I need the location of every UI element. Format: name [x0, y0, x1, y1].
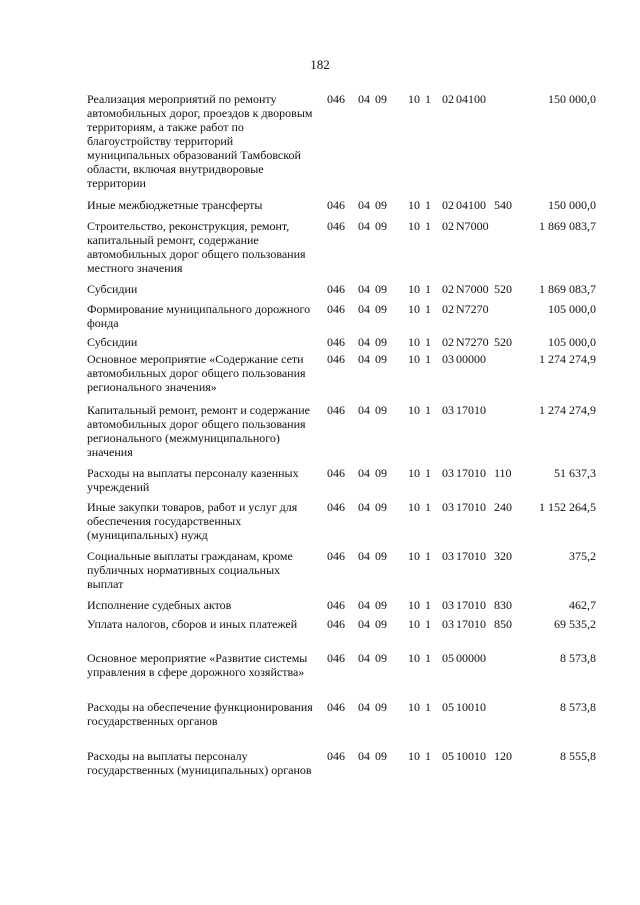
- subsection-code: 09: [375, 700, 387, 714]
- section-code: 04: [358, 282, 370, 296]
- direction-code: 10010: [456, 700, 486, 714]
- direction-code: 17010: [456, 500, 486, 514]
- subprogram-code: 1: [425, 335, 431, 349]
- subprogram-code: 1: [425, 598, 431, 612]
- event-code: 02: [442, 282, 454, 296]
- row-name: Расходы на обеспечение функционирования государственных органов: [87, 700, 313, 728]
- amount: 51 637,3: [554, 466, 596, 480]
- section-code: 04: [358, 549, 370, 563]
- amount: 8 573,8: [560, 700, 596, 714]
- amount: 105 000,0: [548, 302, 596, 316]
- event-code: 05: [442, 749, 454, 763]
- event-code: 03: [442, 466, 454, 480]
- row-name: Капитальный ремонт, ремонт и содержание автомобильных дорог общего пользования регионального (межмуниципального) значения: [87, 403, 310, 459]
- section-code: 04: [358, 219, 370, 233]
- expense-type-code: 830: [494, 598, 512, 612]
- event-code: 03: [442, 617, 454, 631]
- event-code: 02: [442, 219, 454, 233]
- page-number: 182: [310, 57, 330, 72]
- expense-type-code: 850: [494, 617, 512, 631]
- program-code: 10: [408, 651, 420, 665]
- subprogram-code: 1: [425, 282, 431, 296]
- subsection-code: 09: [375, 302, 387, 316]
- ministry-code: 046: [327, 749, 345, 763]
- direction-code: 04100: [456, 198, 486, 212]
- expense-type-code: 520: [494, 335, 512, 349]
- section-code: 04: [358, 617, 370, 631]
- subprogram-code: 1: [425, 403, 431, 417]
- section-code: 04: [358, 651, 370, 665]
- subsection-code: 09: [375, 617, 387, 631]
- amount: 1 274 274,9: [539, 403, 596, 417]
- event-code: 02: [442, 92, 454, 106]
- section-code: 04: [358, 198, 370, 212]
- direction-code: 17010: [456, 466, 486, 480]
- direction-code: 00000: [456, 352, 486, 366]
- direction-code: N7000: [456, 219, 489, 233]
- section-code: 04: [358, 466, 370, 480]
- subsection-code: 09: [375, 403, 387, 417]
- direction-code: 10010: [456, 749, 486, 763]
- ministry-code: 046: [327, 700, 345, 714]
- event-code: 05: [442, 700, 454, 714]
- program-code: 10: [408, 335, 420, 349]
- subprogram-code: 1: [425, 700, 431, 714]
- subsection-code: 09: [375, 335, 387, 349]
- row-name: Основное мероприятие «Содержание сети автомобильных дорог общего пользования регионального значения»: [87, 352, 306, 394]
- row-name: Расходы на выплаты персоналу государственных (муниципальных) органов: [87, 749, 312, 777]
- program-code: 10: [408, 92, 420, 106]
- direction-code: 17010: [456, 403, 486, 417]
- ministry-code: 046: [327, 302, 345, 316]
- ministry-code: 046: [327, 335, 345, 349]
- expense-type-code: 520: [494, 282, 512, 296]
- subsection-code: 09: [375, 219, 387, 233]
- amount: 105 000,0: [548, 335, 596, 349]
- row-name: Субсидии: [87, 282, 138, 296]
- direction-code: N7270: [456, 335, 489, 349]
- ministry-code: 046: [327, 219, 345, 233]
- ministry-code: 046: [327, 198, 345, 212]
- subsection-code: 09: [375, 549, 387, 563]
- amount: 69 535,2: [554, 617, 596, 631]
- expense-type-code: 120: [494, 749, 512, 763]
- subsection-code: 09: [375, 198, 387, 212]
- row-name: Иные межбюджетные трансферты: [87, 198, 263, 212]
- event-code: 03: [442, 352, 454, 366]
- subprogram-code: 1: [425, 617, 431, 631]
- amount: 1 152 264,5: [539, 500, 596, 514]
- subprogram-code: 1: [425, 749, 431, 763]
- subprogram-code: 1: [425, 500, 431, 514]
- event-code: 03: [442, 549, 454, 563]
- event-code: 02: [442, 198, 454, 212]
- subsection-code: 09: [375, 92, 387, 106]
- expense-type-code: 110: [494, 466, 512, 480]
- program-code: 10: [408, 700, 420, 714]
- section-code: 04: [358, 92, 370, 106]
- subsection-code: 09: [375, 651, 387, 665]
- amount: 8 555,8: [560, 749, 596, 763]
- event-code: 05: [442, 651, 454, 665]
- expense-type-code: 320: [494, 549, 512, 563]
- subprogram-code: 1: [425, 219, 431, 233]
- subsection-code: 09: [375, 282, 387, 296]
- amount: 150 000,0: [548, 198, 596, 212]
- event-code: 03: [442, 403, 454, 417]
- direction-code: N7270: [456, 302, 489, 316]
- ministry-code: 046: [327, 403, 345, 417]
- subsection-code: 09: [375, 466, 387, 480]
- program-code: 10: [408, 549, 420, 563]
- ministry-code: 046: [327, 282, 345, 296]
- subprogram-code: 1: [425, 651, 431, 665]
- direction-code: N7000: [456, 282, 489, 296]
- expense-type-code: 240: [494, 500, 512, 514]
- ministry-code: 046: [327, 92, 345, 106]
- row-name: Субсидии: [87, 335, 138, 349]
- row-name: Уплата налогов, сборов и иных платежей: [87, 617, 298, 631]
- direction-code: 17010: [456, 549, 486, 563]
- expense-type-code: 540: [494, 198, 512, 212]
- row-name: Строительство, реконструкция, ремонт, капитальный ремонт, содержание автомобильных дорог общего пользования местного значения: [87, 219, 306, 275]
- row-name: Иные закупки товаров, работ и услуг для обеспечения государственных (муниципальных) нужд: [87, 500, 298, 542]
- ministry-code: 046: [327, 500, 345, 514]
- program-code: 10: [408, 466, 420, 480]
- section-code: 04: [358, 598, 370, 612]
- amount: 1 869 083,7: [539, 219, 596, 233]
- subsection-code: 09: [375, 598, 387, 612]
- event-code: 03: [442, 500, 454, 514]
- program-code: 10: [408, 352, 420, 366]
- subprogram-code: 1: [425, 198, 431, 212]
- ministry-code: 046: [327, 617, 345, 631]
- row-name: Исполнение судебных актов: [87, 598, 232, 612]
- event-code: 02: [442, 302, 454, 316]
- program-code: 10: [408, 282, 420, 296]
- ministry-code: 046: [327, 549, 345, 563]
- program-code: 10: [408, 500, 420, 514]
- program-code: 10: [408, 219, 420, 233]
- row-name: Формирование муниципального дорожного фонда: [87, 302, 311, 330]
- row-name: Социальные выплаты гражданам, кроме публичных нормативных социальных выплат: [87, 549, 293, 591]
- row-name: Реализация мероприятий по ремонту автомобильных дорог, проездов к дворовым территориям, а также работ по благоустройству территорий муниципальных образований Тамбовской области, включая внутридворовые территории: [87, 92, 313, 190]
- direction-code: 17010: [456, 598, 486, 612]
- amount: 1 274 274,9: [539, 352, 596, 366]
- direction-code: 00000: [456, 651, 486, 665]
- ministry-code: 046: [327, 598, 345, 612]
- direction-code: 04100: [456, 92, 486, 106]
- row-name: Расходы на выплаты персоналу казенных учреждений: [87, 466, 299, 494]
- amount: 1 869 083,7: [539, 282, 596, 296]
- direction-code: 17010: [456, 617, 486, 631]
- subprogram-code: 1: [425, 549, 431, 563]
- ministry-code: 046: [327, 352, 345, 366]
- subprogram-code: 1: [425, 302, 431, 316]
- program-code: 10: [408, 403, 420, 417]
- subsection-code: 09: [375, 500, 387, 514]
- subprogram-code: 1: [425, 92, 431, 106]
- section-code: 04: [358, 352, 370, 366]
- program-code: 10: [408, 749, 420, 763]
- section-code: 04: [358, 403, 370, 417]
- section-code: 04: [358, 335, 370, 349]
- program-code: 10: [408, 598, 420, 612]
- event-code: 03: [442, 598, 454, 612]
- amount: 8 573,8: [560, 651, 596, 665]
- amount: 150 000,0: [548, 92, 596, 106]
- section-code: 04: [358, 749, 370, 763]
- section-code: 04: [358, 302, 370, 316]
- subsection-code: 09: [375, 749, 387, 763]
- subsection-code: 09: [375, 352, 387, 366]
- program-code: 10: [408, 302, 420, 316]
- row-name: Основное мероприятие «Развитие системы управления в сфере дорожного хозяйства»: [87, 651, 308, 679]
- ministry-code: 046: [327, 466, 345, 480]
- ministry-code: 046: [327, 651, 345, 665]
- event-code: 02: [442, 335, 454, 349]
- subprogram-code: 1: [425, 352, 431, 366]
- subprogram-code: 1: [425, 466, 431, 480]
- amount: 462,7: [569, 598, 596, 612]
- program-code: 10: [408, 198, 420, 212]
- program-code: 10: [408, 617, 420, 631]
- amount: 375,2: [569, 549, 596, 563]
- section-code: 04: [358, 700, 370, 714]
- section-code: 04: [358, 500, 370, 514]
